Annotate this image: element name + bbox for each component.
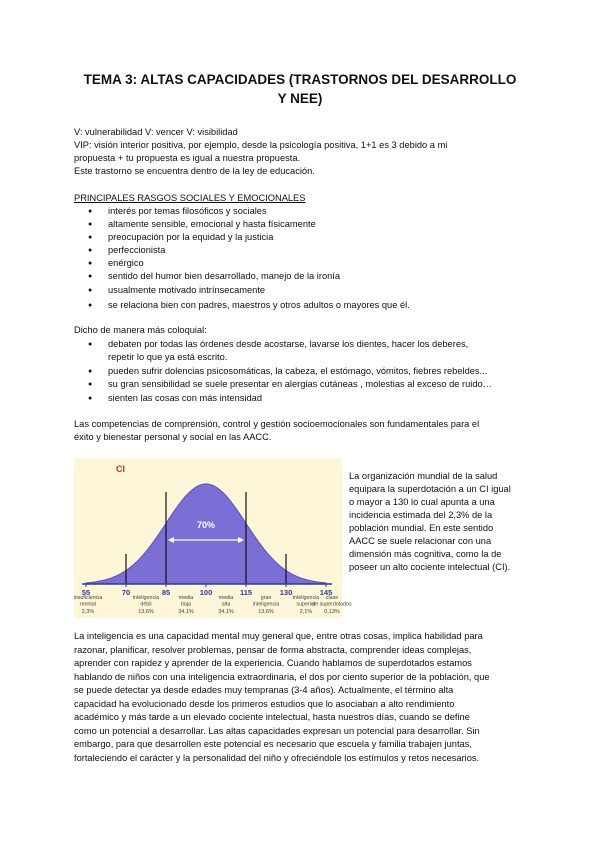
tick-label: 85 xyxy=(161,588,171,597)
tick-label: 100 xyxy=(199,588,213,597)
category-percent: 2,1% xyxy=(299,609,313,615)
list-item: ● se relaciona bien con padres, maestros y otros adultos o mayores que él. xyxy=(74,299,410,312)
chart-svg xyxy=(73,458,352,618)
text-line: La inteligencia es una capacidad mental muy general que, entre otras cosas, implica habilidad para xyxy=(74,631,483,641)
list-item: ● pueden sufrir dolencias psicosomáticas, la cabeza, el estómago, vómitos, fiebres rebeldes... xyxy=(74,365,492,378)
text-line: La organización mundial de la salud xyxy=(349,471,498,481)
page-title: TEMA 3: ALTAS CAPACIDADES (TRASTORNOS DEL DESARROLLO Y NEE) xyxy=(83,72,517,106)
text-line: capacidad ha evolucionado desde los primeros estudios que lo asociaban a alto rendimiento xyxy=(74,698,455,709)
category-label: de superdotados xyxy=(312,601,352,608)
tick-label: 55 xyxy=(81,588,91,597)
tick-label: 70 xyxy=(121,588,131,597)
traits-heading: PRINCIPALES RASGOS SOCIALES Y EMOCIONALES xyxy=(74,193,306,203)
tick-label: 145 xyxy=(319,588,333,597)
list-item xyxy=(74,338,492,365)
intro-line: propuesta + tu propuesta es igual a nuestra propuesta. xyxy=(74,153,301,163)
list-item: ● interés por temas filosóficos y sociales xyxy=(74,205,410,218)
colloquial-list xyxy=(74,338,492,405)
competencies-text xyxy=(74,418,479,444)
category-label: mental xyxy=(80,601,96,608)
category-percent: 0,13% xyxy=(324,609,340,615)
category-percent: 34,1% xyxy=(218,609,234,615)
category-label: insuficiencia xyxy=(73,595,103,601)
list-item: ● su gran sensibilidad se suele presentar en alergias cutáneas , molestias al exceso de ruido… xyxy=(74,378,492,391)
text-line: aprender con rapidez y aprender de la experiencia. Cuando hablamos de superdotados estamos xyxy=(74,658,472,668)
center-label: 70% xyxy=(196,520,216,530)
traits-list xyxy=(74,205,410,312)
category-percent: 13,6% xyxy=(258,609,274,615)
list-item: ● sienten las cosas con más intensidad xyxy=(74,392,492,405)
side-text xyxy=(349,470,529,574)
text-line: poseer un alto cociente intelectual (CI). xyxy=(349,562,511,572)
distribution-curve xyxy=(86,484,326,584)
colloquial-heading: Dicho de manera más coloquial: xyxy=(74,325,207,335)
category-label: débil xyxy=(140,601,152,608)
text-line: dimensión más cognitiva, como la de xyxy=(349,549,502,559)
intro-line: VIP: visión interior positiva, por ejemplo, desde la psicología positiva, 1+1 es 3 debido a mi xyxy=(74,140,448,150)
list-item: ● preocupación por la equidad y la justicia xyxy=(74,231,410,244)
category-percent: 13,6% xyxy=(138,609,154,615)
category-label: alta xyxy=(221,601,231,608)
category-label: inteligencia xyxy=(252,601,280,608)
category-label: gran xyxy=(260,595,272,601)
chart-title: CI xyxy=(116,464,125,474)
text-line: como un potencial a desarrollar. Las altas capacidades expresan un potencial para desarrollar. Sin xyxy=(74,725,480,736)
category-label: superior xyxy=(296,601,316,608)
list-item: ● usualmente motivado intrínsecamente xyxy=(74,284,410,297)
final-paragraph xyxy=(74,630,526,765)
list-item: ● perfeccionista xyxy=(74,244,410,257)
list-item: ● altamente sensible, emocional y hasta físicamente xyxy=(74,218,410,231)
list-item-text: repetir lo que ya está escrito. xyxy=(108,352,228,363)
category-label: media xyxy=(178,595,194,601)
text-line: Las competencias de comprensión, control y gestión socioemocionales son fundamentales para el xyxy=(74,419,480,429)
category-label: inteligencia xyxy=(132,595,160,601)
category-percent: 2,3% xyxy=(81,609,95,615)
text-line: razonar, planificar, resolver problemas, pensar de forma abstracta, comprender ideas complejas, xyxy=(74,644,472,655)
text-line: incidencia estimada del 2,3% de la xyxy=(349,510,493,520)
intro-line: V: vulnerabilidad V: vencer V: visibilidad xyxy=(74,127,238,137)
list-item: ● sentido del humor bien desarrollado, manejo de la ironía xyxy=(74,270,410,283)
list-item: ● enérgico xyxy=(74,257,410,270)
iq-distribution-chart xyxy=(73,458,352,618)
list-item-text: debaten por todas las órdenes desde acostarse, lavarse los dientes, hacer los deberes, xyxy=(108,339,469,349)
tick-label: 130 xyxy=(279,588,293,597)
text-line: AACC se suele relacionar con una xyxy=(349,536,492,546)
text-line: equipara la superdotación a un CI igual xyxy=(349,484,511,494)
text-line: éxito y bienestar personal y social en las AACC. xyxy=(74,432,272,442)
text-line: académico y más tarde a un elevado cociente intelectual, hasta nuestros días, cuando se define xyxy=(74,712,470,722)
text-line: se puede detectar ya desde edades muy tempranas (3-4 años). Actualmente, el término alta xyxy=(74,685,454,695)
text-line: embargo, para que desarrollen este potencial es necesario que escuela y familia trabajen juntas, xyxy=(74,739,472,749)
category-label: baja xyxy=(180,601,192,608)
text-line: población mundial. En este sentido xyxy=(349,523,494,533)
category-label: media xyxy=(218,595,234,601)
intro-text xyxy=(74,126,447,178)
category-label: clase xyxy=(325,595,339,601)
intro-line: Este trastorno se encuentra dentro de la ley de educación. xyxy=(74,166,315,176)
category-label: inteligencia xyxy=(292,595,320,601)
text-line: hablando de niños con una inteligencia extraordinaria, el dos por ciento superior de la población, que xyxy=(74,671,490,682)
text-line: o mayor a 130 lo cual apunta a una xyxy=(349,497,495,507)
tick-label: 115 xyxy=(239,588,253,597)
category-percent: 34,1% xyxy=(178,609,194,615)
text-line: fortaleciendo el carácter y la personalidad del niño y ofreciéndole los estímulos y retos necesarios. xyxy=(74,752,480,763)
